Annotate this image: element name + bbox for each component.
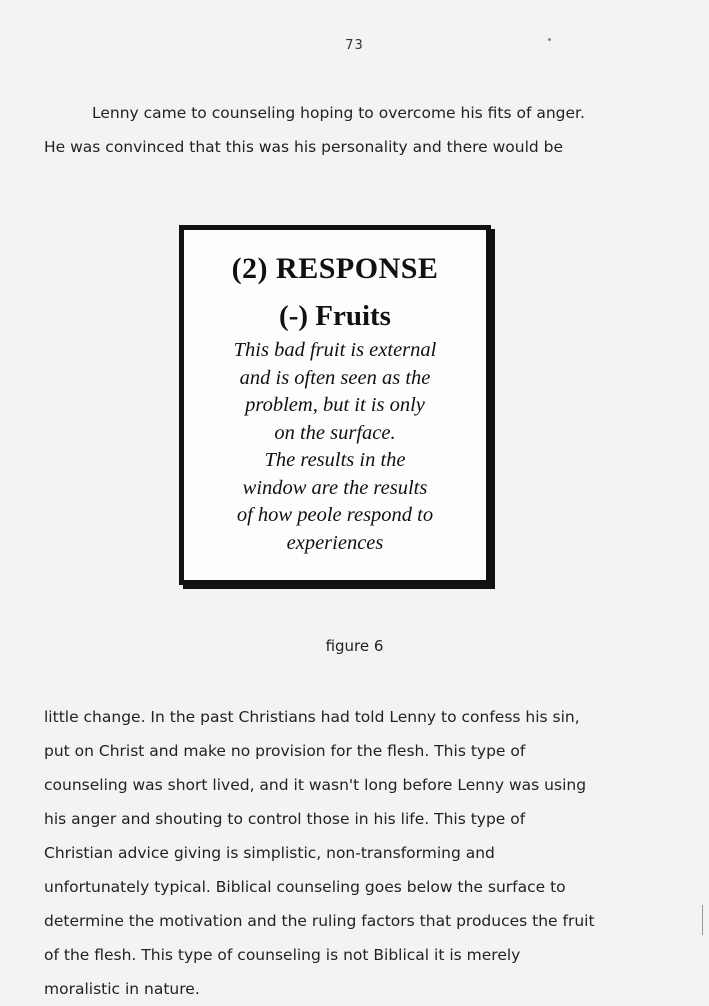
figure-body-line: This bad fruit is external <box>233 339 437 361</box>
paragraph-bottom <box>44 700 644 1006</box>
paragraph-line: He was convinced that this was his personality and there would be <box>44 138 564 156</box>
figure-heading: (2) RESPONSE <box>231 252 439 285</box>
paragraph-line: unfortunately typical. Biblical counseling goes below the surface to <box>44 878 566 896</box>
page-number: 73 <box>345 38 364 53</box>
paragraph-line: of the flesh. This type of counseling is not Biblical it is merely <box>44 946 521 964</box>
figure-body-line: on the surface. <box>274 421 396 444</box>
figure-body-line: window are the results <box>242 476 428 499</box>
figure-body <box>184 337 486 557</box>
scan-edge-mark <box>702 905 703 935</box>
figure-subheading: (-) Fruits <box>279 300 391 332</box>
paragraph-line: moralistic in nature. <box>44 980 200 998</box>
figure-body-line: and is often seen as the <box>239 366 431 389</box>
figure-body-line: The results in the <box>264 449 406 471</box>
paragraph-top <box>44 96 644 164</box>
paragraph-line: Lenny came to counseling hoping to overcome his fits of anger. <box>92 104 585 122</box>
figure-body-line: problem, but it is only <box>245 394 425 416</box>
paragraph-line: determine the motivation and the ruling factors that produces the fruit <box>44 912 595 930</box>
paragraph-line: little change. In the past Christians had told Lenny to confess his sin, <box>44 708 580 726</box>
figure-body-line: of how peole respond to <box>236 504 434 526</box>
figure-box <box>179 225 491 585</box>
paragraph-line: put on Christ and make no provision for the flesh. This type of <box>44 742 526 760</box>
paragraph-line: Christian advice giving is simplistic, non-transforming and <box>44 844 495 862</box>
figure-body-line: experiences <box>286 531 384 554</box>
paragraph-line: counseling was short lived, and it wasn't long before Lenny was using <box>44 776 587 794</box>
paragraph-line: his anger and shouting to control those in his life. This type of <box>44 810 526 828</box>
figure-caption: figure 6 <box>325 637 384 655</box>
